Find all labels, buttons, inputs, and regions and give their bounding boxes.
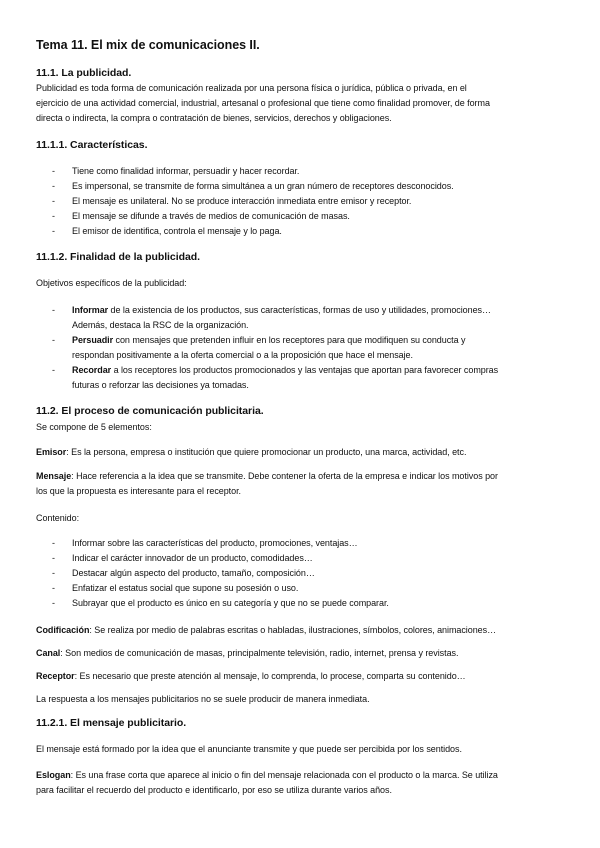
list-item-text: Enfatizar el estatus social que supone su posesión o uso. (72, 583, 299, 593)
bullet-dash: - (52, 335, 55, 345)
paragraph-line: ejercicio de una actividad comercial, industrial, artesanal o profesional que tiene como finalidad promover, de forma (36, 98, 490, 108)
section-heading-11-1-1: 11.1.1. Características. (36, 139, 148, 151)
list-item-text: El mensaje se difunde a través de medios de comunicación de masas. (72, 211, 350, 221)
term: Emisor (36, 447, 67, 457)
paragraph-line: directa o indirecta, la compra o contratación de bienes, servicios, derechos y obligaciones. (36, 113, 392, 123)
list-item-continuation: Además, destaca la RSC de la organización. (72, 320, 249, 330)
codificacion-paragraph (36, 624, 564, 636)
paragraph-line: Objetivos específicos de la publicidad: (36, 278, 187, 288)
bullet-dash: - (52, 305, 55, 315)
list-item-continuation: futuras o reforzar las decisiones ya tomadas. (72, 380, 249, 390)
term: Eslogan (36, 770, 71, 780)
list-item-text: Informar sobre las características del producto, promociones, ventajas… (72, 538, 358, 548)
definition: : Se realiza por medio de palabras escritas o habladas, ilustraciones, símbolos, colores, animaciones… (89, 625, 497, 635)
bullet-dash: - (52, 166, 55, 176)
list-item (52, 165, 564, 177)
term: Codificación (36, 625, 90, 635)
bullet-dash: - (52, 196, 55, 206)
section-heading-11-1: 11.1. La publicidad. (36, 67, 132, 79)
contenido-label: Contenido: (36, 513, 80, 523)
bullet-dash: - (52, 568, 55, 578)
page-title: Tema 11. El mix de comunicaciones II. (36, 38, 260, 52)
paragraph-line: Se compone de 5 elementos: (36, 422, 152, 432)
bullet-dash: - (52, 226, 55, 236)
bullet-dash: - (52, 538, 55, 548)
list-item-text: Subrayar que el producto es único en su categoría y que no se puede comparar. (72, 598, 389, 608)
list-item (52, 597, 564, 609)
list-item-text: Destacar algún aspecto del producto, tamaño, composición… (72, 568, 315, 578)
definition: : Hace referencia a la idea que se transmite. Debe contener la oferta de la empresa e indicar los motivos por (71, 471, 498, 481)
list-item-text: de la existencia de los productos, sus características, formas de uso y utilidades, promociones… (108, 305, 491, 315)
paragraph-line: los que la propuesta es interesante para el receptor. (36, 486, 241, 496)
list-item-text: El emisor de identifica, controla el mensaje y lo paga. (72, 226, 282, 236)
list-item-text: Es impersonal, se transmite de forma simultánea a un gran número de receptores desconocidos. (72, 181, 454, 191)
definition: : Es necesario que preste atención al mensaje, lo comprenda, lo procese, comparta su contenido… (74, 671, 466, 681)
list-item (52, 195, 564, 207)
list-item-text: a los receptores los productos promocionados y las ventajas que aportan para favorecer compras (111, 365, 499, 375)
bullet-dash: - (52, 583, 55, 593)
list-item-continuation: respondan positivamente a la oferta comercial o a la proposición que hace el mensaje. (72, 350, 413, 360)
bullet-dash: - (52, 553, 55, 563)
term: Mensaje (36, 471, 72, 481)
paragraph-line: La respuesta a los mensajes publicitarios no se suele producir de manera inmediata. (36, 694, 370, 704)
canal-paragraph (36, 647, 564, 659)
list-item-text: Tiene como finalidad informar, persuadir y hacer recordar. (72, 166, 300, 176)
bullet-dash: - (52, 181, 55, 191)
definition: : Es una frase corta que aparece al inicio o fin del mensaje relacionada con el producto o la marca. Se utiliza (70, 770, 498, 780)
list-item-text: El mensaje es unilateral. No se produce interacción inmediata entre emisor y receptor. (72, 196, 412, 206)
list-item-term: Recordar (72, 365, 112, 375)
list-item (52, 180, 564, 192)
receptor-paragraph (36, 670, 564, 682)
term: Canal (36, 648, 61, 658)
term: Receptor (36, 671, 75, 681)
list-item-term: Informar (72, 305, 109, 315)
list-item-text: con mensajes que pretenden influir en los receptores para que modifiquen su conducta y (113, 335, 466, 345)
list-item (52, 225, 564, 237)
bullet-dash: - (52, 365, 55, 375)
paragraph-line: para facilitar el recuerdo del producto e identificarlo, por eso se utiliza durante varios años. (36, 785, 392, 795)
paragraph-line: El mensaje está formado por la idea que el anunciante transmite y que puede ser percibida por los sentidos. (36, 744, 462, 754)
list-item (52, 567, 564, 579)
list-item (52, 334, 564, 346)
list-item (52, 304, 564, 316)
list-item (52, 364, 564, 376)
list-item (52, 537, 564, 549)
definition: : Es la persona, empresa o institución que quiere promocionar un producto, una marca, actividad, etc. (66, 447, 467, 457)
section-heading-11-1-2: 11.1.2. Finalidad de la publicidad. (36, 251, 200, 263)
emisor-paragraph (36, 446, 564, 458)
list-item-term: Persuadir (72, 335, 114, 345)
bullet-dash: - (52, 211, 55, 221)
list-item (52, 552, 564, 564)
mensaje-paragraph (36, 470, 564, 482)
bullet-dash: - (52, 598, 55, 608)
list-item (52, 582, 564, 594)
paragraph-line: Publicidad es toda forma de comunicación realizada por una persona física o jurídica, pública o privada, en el (36, 83, 467, 93)
definition: : Son medios de comunicación de masas, principalmente televisión, radio, internet, prensa y revistas. (60, 648, 459, 658)
list-item-text: Indicar el carácter innovador de un producto, comodidades… (72, 553, 313, 563)
section-heading-11-2-1: 11.2.1. El mensaje publicitario. (36, 717, 187, 729)
eslogan-paragraph (36, 769, 564, 781)
list-item (52, 210, 564, 222)
section-heading-11-2: 11.2. El proceso de comunicación publicitaria. (36, 405, 264, 417)
